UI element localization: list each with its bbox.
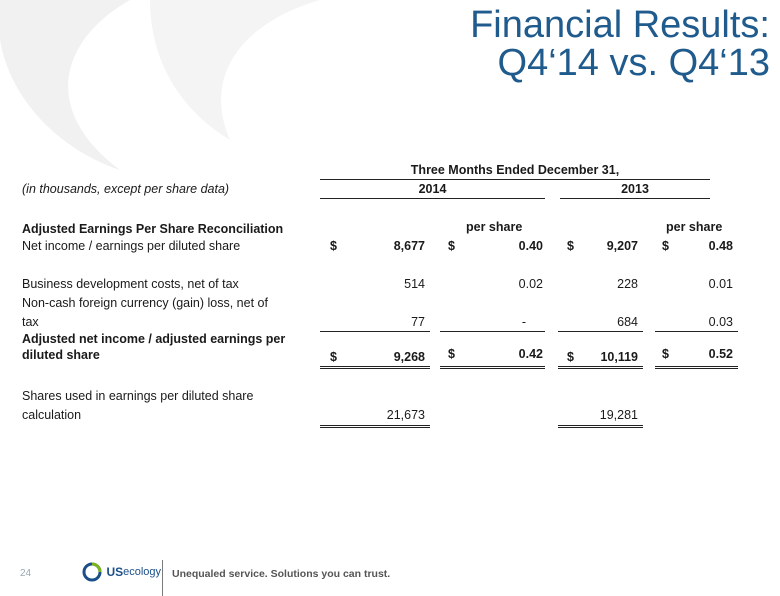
cell-value: 0.02	[518, 277, 543, 291]
cell-value: 9,207	[606, 239, 638, 253]
total-double-rule	[320, 366, 430, 369]
row-label-shares-line1: Shares used in earnings per diluted share	[22, 389, 254, 403]
row-label-business-development: Business development costs, net of tax	[22, 277, 239, 291]
subtotal-rule	[655, 331, 738, 332]
cell-value: 228	[617, 277, 638, 291]
logo-mark-icon	[82, 562, 102, 582]
cell-value: 0.03	[708, 315, 733, 329]
us-ecology-logo	[82, 562, 161, 582]
total-double-rule	[655, 366, 738, 369]
currency-sign: $	[330, 350, 337, 364]
year-2013-header: 2013	[621, 182, 649, 196]
cell-value: 0.52	[708, 347, 733, 361]
cell-value: 684	[617, 315, 638, 329]
currency-sign: $	[567, 350, 574, 364]
units-note: (in thousands, except per share data)	[22, 182, 230, 196]
row-label-adjusted-line1: Adjusted net income / adjusted earnings per	[22, 332, 286, 346]
row-label-net-income: Net income / earnings per diluted share	[22, 239, 241, 253]
currency-sign: $	[662, 347, 669, 361]
subtotal-rule	[320, 331, 430, 332]
logo-ecology-text: ecology	[123, 566, 162, 578]
footer-divider	[162, 560, 163, 596]
cell-value: -	[521, 315, 526, 329]
year-2013-rule	[560, 198, 710, 199]
cell-value: 10,119	[600, 350, 638, 364]
per-share-header-2013: per share	[666, 220, 723, 234]
header-rule	[320, 179, 710, 180]
shares-double-rule	[320, 425, 430, 428]
title-line-2: Q4‘14 vs. Q4‘13	[497, 42, 770, 84]
row-label-shares-line2: calculation	[22, 408, 82, 422]
cell-value: 21,673	[386, 408, 425, 422]
cell-value: 0.40	[518, 239, 543, 253]
row-label-fx-line2: tax	[22, 315, 39, 329]
cell-value: 0.42	[518, 347, 543, 361]
cell-value: 0.48	[708, 239, 733, 253]
cell-value: 0.01	[708, 277, 733, 291]
currency-sign: $	[448, 347, 455, 361]
cell-value: 8,677	[393, 239, 425, 253]
row-label-adjusted-line2: diluted share	[22, 348, 100, 362]
total-double-rule	[440, 366, 545, 369]
shares-double-rule	[558, 425, 643, 428]
currency-sign: $	[567, 239, 574, 253]
slide-title	[470, 6, 770, 82]
year-2014-header: 2014	[418, 182, 447, 196]
per-share-header-2014: per share	[466, 220, 523, 234]
footer-tagline: Unequaled service. Solutions you can trust.	[172, 568, 391, 580]
subtotal-rule	[558, 331, 643, 332]
period-header: Three Months Ended December 31,	[410, 163, 620, 177]
subtotal-rule	[440, 331, 545, 332]
cell-value: 77	[411, 315, 425, 329]
year-2014-rule	[320, 198, 545, 199]
section-title: Adjusted Earnings Per Share Reconciliation	[22, 222, 284, 236]
cell-value: 9,268	[393, 350, 425, 364]
title-line-1: Financial Results:	[470, 4, 770, 46]
currency-sign: $	[448, 239, 455, 253]
currency-sign: $	[662, 239, 669, 253]
page-number: 24	[20, 568, 32, 579]
logo-us-text: US	[106, 565, 124, 579]
background-swirl	[0, 0, 330, 200]
cell-value: 514	[404, 277, 425, 291]
cell-value: 19,281	[599, 408, 638, 422]
row-label-fx-line1: Non-cash foreign currency (gain) loss, net of	[22, 296, 268, 310]
total-double-rule	[558, 366, 643, 369]
currency-sign: $	[330, 239, 337, 253]
